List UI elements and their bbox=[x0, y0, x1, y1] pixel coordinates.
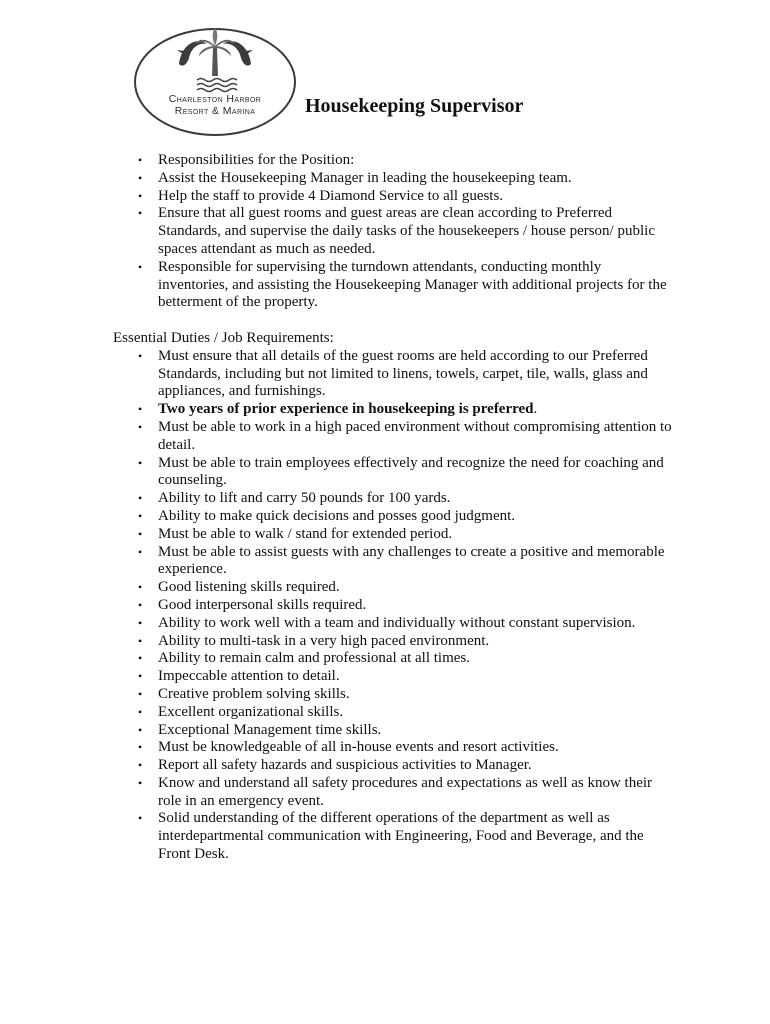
bullet-icon: • bbox=[138, 686, 143, 701]
bullet-icon: • bbox=[138, 419, 143, 434]
list-item: • Ability to remain calm and professional at all times. bbox=[138, 650, 471, 667]
list-item: • Ability to make quick decisions and posses good judgment. bbox=[138, 507, 516, 524]
page-title: Housekeeping Supervisor bbox=[305, 95, 524, 117]
list-item: • Know and understand all safety procedures and expectations as well as know their role in an emergency event. bbox=[138, 774, 653, 809]
list-item: • Must be able to assist guests with any challenges to create a positive and memorable experience. bbox=[138, 543, 665, 578]
duties-list bbox=[113, 348, 673, 864]
bullet-icon: • bbox=[138, 170, 143, 185]
bullet-icon: • bbox=[138, 188, 143, 203]
bullet-icon: • bbox=[138, 811, 143, 826]
bullet-icon: • bbox=[138, 615, 143, 630]
list-item: • Must be able to work in a high paced environment without compromising attention to detail. bbox=[138, 418, 672, 453]
bullet-icon: • bbox=[138, 704, 143, 719]
list-item: • Solid understanding of the different operations of the department as well as interdepartmental communication with Engineering, Food and Beverage, and the Front Desk. bbox=[138, 810, 644, 863]
bullet-icon: • bbox=[138, 580, 143, 595]
bullet-icon: • bbox=[138, 544, 143, 559]
bullet-icon: • bbox=[138, 775, 143, 790]
list-item: • Ensure that all guest rooms and guest areas are clean according to Preferred Standards, and supervise the daily tasks of the housekeepers / house person/ public spaces attendant as much as needed. bbox=[138, 205, 655, 257]
list-item: • Help the staff to provide 4 Diamond Service to all guests. bbox=[138, 187, 504, 204]
list-item: • Must be knowledgeable of all in-house events and resort activities. bbox=[138, 739, 559, 756]
list-item: • Creative problem solving skills. bbox=[138, 685, 350, 702]
bullet-icon: • bbox=[138, 402, 143, 417]
list-item: • Assist the Housekeeping Manager in leading the housekeeping team. bbox=[138, 169, 572, 186]
bullet-icon: • bbox=[138, 348, 143, 363]
list-item: • Report all safety hazards and suspicious activities to Manager. bbox=[138, 757, 532, 774]
bullet-icon: • bbox=[138, 491, 143, 506]
document-body bbox=[113, 152, 673, 864]
bullet-icon: • bbox=[138, 206, 143, 221]
list-item: • Impeccable attention to detail. bbox=[138, 668, 340, 685]
palm-tree-icon bbox=[133, 24, 297, 138]
list-item: • Excellent organizational skills. bbox=[138, 703, 344, 720]
list-item: • Ability to multi-task in a very high paced environment. bbox=[138, 632, 490, 649]
bullet-icon: • bbox=[138, 669, 143, 684]
bullet-icon: • bbox=[138, 651, 143, 666]
bullet-icon: • bbox=[138, 597, 143, 612]
list-item: • Exceptional Management time skills. bbox=[138, 721, 382, 738]
list-item: • Good interpersonal skills required. bbox=[138, 596, 367, 613]
list-item: • Must be able to train employees effectively and recognize the need for coaching and counseling. bbox=[138, 454, 664, 489]
list-item-bold: • Two years of prior experience in housekeeping is preferred. bbox=[138, 401, 538, 418]
list-item: • Ability to lift and carry 50 pounds for 100 yards. bbox=[138, 490, 451, 507]
bullet-icon: • bbox=[138, 740, 143, 755]
bullet-icon: • bbox=[138, 722, 143, 737]
logo-text-line2: Resort & Marina bbox=[174, 105, 256, 117]
list-item: • Responsible for supervising the turndown attendants, conducting monthly inventories, and assisting the Housekeeping Manager with additional projects for the betterment of the property. bbox=[138, 258, 667, 311]
list-item: • Good listening skills required. bbox=[138, 579, 340, 596]
bullet-icon: • bbox=[138, 758, 143, 773]
section-heading: Essential Duties / Job Requirements: bbox=[113, 329, 334, 346]
bullet-icon: • bbox=[138, 633, 143, 648]
bullet-icon: • bbox=[138, 508, 143, 523]
responsibilities-list bbox=[113, 152, 673, 312]
bullet-icon: • bbox=[138, 259, 143, 274]
list-item: • Must be able to walk / stand for extended period. bbox=[138, 525, 453, 542]
bullet-icon: • bbox=[138, 526, 143, 541]
list-item: • Ability to work well with a team and individually without constant supervision. bbox=[138, 614, 636, 631]
bullet-icon: • bbox=[138, 455, 143, 470]
list-item: • Responsibilities for the Position: bbox=[138, 152, 355, 168]
list-item: • Must ensure that all details of the guest rooms are held according to our Preferred Standards, including but not limited to linens, towels, carpet, tile, walls, glass and appliances, and furnishings. bbox=[138, 347, 648, 400]
resort-logo bbox=[133, 24, 297, 138]
logo-text-line1: Charleston Harbor bbox=[168, 93, 262, 105]
bullet-icon: • bbox=[138, 153, 143, 167]
